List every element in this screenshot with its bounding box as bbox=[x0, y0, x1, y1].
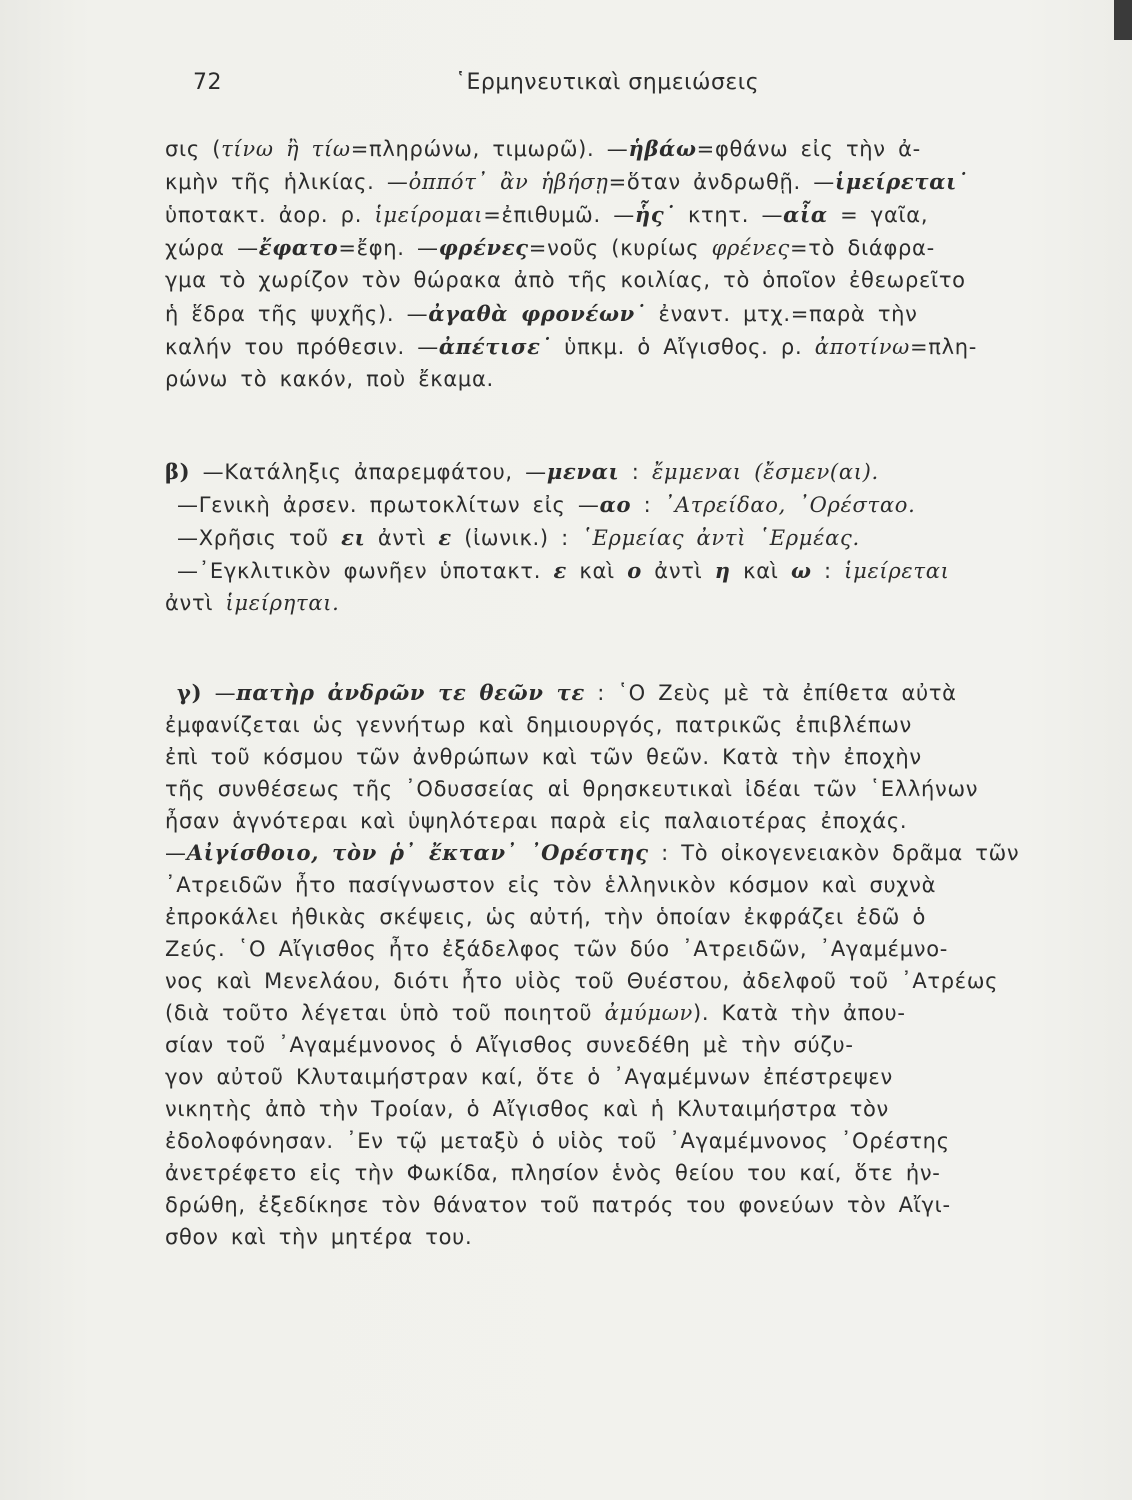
text-run: σίαν τοῦ ᾽Αγαμέμνονος ὁ Αἴγισθος συνεδέθη μὲ τὴν σύζυ- bbox=[165, 1033, 854, 1057]
text-run: —Κατάληξις ἀπαρεμφάτου, — bbox=[190, 460, 547, 484]
notes-section-beta bbox=[165, 455, 1090, 620]
text-run: ὑποτακτ. ἀορ. ρ. bbox=[165, 203, 375, 227]
text-line bbox=[165, 869, 1090, 901]
text-run: καὶ bbox=[567, 559, 628, 583]
text-run: Ζεύς. ῾Ο Αἴγισθος ἦτο ἐξάδελφος τῶν δύο ᾽Ατρειδῶν, ᾽Αγαμέμνο- bbox=[165, 937, 949, 961]
text-run: καὶ bbox=[730, 559, 791, 583]
text-line bbox=[165, 1157, 1090, 1189]
text-line bbox=[165, 198, 1090, 231]
term-run: ἱμείρηται. bbox=[225, 591, 340, 615]
text-line bbox=[165, 264, 1090, 297]
text-run: : bbox=[811, 559, 845, 583]
term-run: ἔφατο bbox=[258, 235, 339, 260]
text-run: ἐμφανίζεται ὡς γεννήτωρ καὶ δημιουργός, πατρικῶς ἐπιβλέπων bbox=[165, 713, 912, 737]
text-line bbox=[165, 363, 1090, 396]
text-line bbox=[165, 165, 1090, 198]
text-run: νος καὶ Μενελάου, διότι ἦτο υἱὸς τοῦ Θυέστου, ἀδελφοῦ τοῦ ᾽Ατρέως bbox=[165, 969, 999, 993]
text-line bbox=[165, 330, 1090, 363]
text-line bbox=[165, 1125, 1090, 1157]
term-run: ἔμμεναι (ἔσμεν(αι). bbox=[651, 460, 879, 484]
text-run: σις ( bbox=[165, 137, 222, 161]
text-run: δρώθη, ἐξεδίκησε τὸν θάνατον τοῦ πατρός του φονεύων τὸν Αἴγι- bbox=[165, 1193, 951, 1217]
text-run: : bbox=[619, 460, 652, 484]
text-line bbox=[165, 297, 1090, 330]
text-line bbox=[165, 997, 1090, 1029]
text-run: ἐπροκάλει ἠθικὰς σκέψεις, ὡς αὐτή, τὴν ὁποίαν ἐκφράζει ἐδῶ ὁ bbox=[165, 905, 927, 929]
text-run: ἡ ἕδρα τῆς ψυχῆς). — bbox=[165, 302, 429, 326]
text-line bbox=[165, 554, 1090, 587]
term-run: ἀπέτισε˙ bbox=[438, 334, 552, 359]
text-run: ἐναντ. μτχ.=παρὰ τὴν bbox=[646, 302, 918, 326]
term-run: ἧς˙ bbox=[634, 202, 676, 227]
text-run: =τὸ διάφρα- bbox=[789, 236, 935, 260]
term-run: ἡβάω bbox=[628, 136, 697, 161]
text-run: γον αὐτοῦ Κλυταιμήστραν καί, ὅτε ὁ ᾽Αγαμέμνων ἐπέστρεψεν bbox=[165, 1065, 893, 1089]
text-line bbox=[165, 1061, 1090, 1093]
text-run: γμα τὸ χωρίζον τὸν θώρακα ἀπὸ τῆς κοιλίας, τὸ ὁποῖον ἐθεωρεῖτο bbox=[165, 268, 966, 292]
text-run: =φθάνω εἰς τὴν ἀ- bbox=[696, 137, 921, 161]
term-run: ἱμείρομαι bbox=[374, 203, 484, 227]
text-run: =ἔφη. — bbox=[338, 236, 439, 260]
term-run: αἶα bbox=[783, 202, 828, 227]
notes-section-alpha bbox=[165, 132, 1090, 396]
text-run: τῆς συνθέσεως τῆς ᾽Οδυσσείας αἱ θρησκευτικαὶ ἰδέαι τῶν ῾Ελλήνων bbox=[165, 777, 979, 801]
text-line bbox=[165, 455, 1090, 488]
text-run: ἀντὶ bbox=[165, 591, 226, 615]
text-run: καλήν του πρόθεσιν. — bbox=[165, 335, 439, 359]
text-run: =πληρώνω, τιμωρῶ). — bbox=[350, 137, 629, 161]
term-run: ἱμείρεται˙ bbox=[834, 169, 969, 194]
text-run: ἀντὶ bbox=[365, 526, 439, 550]
term-run: ἱμείρεται bbox=[844, 559, 950, 583]
text-run: ). Κατὰ τὴν ἀπου- bbox=[693, 1001, 906, 1025]
text-line bbox=[165, 837, 1090, 869]
term-run: Αἰγίσθοιο, τὸν ῥ᾽ ἔκταν᾽ ᾽Ορέστης bbox=[186, 840, 649, 865]
text-run: ρώνω τὸ κακόν, ποὺ ἔκαμα. bbox=[165, 367, 494, 391]
term-run: μεναι bbox=[546, 459, 620, 484]
term-run: πατὴρ ἀνδρῶν τε θεῶν τε bbox=[236, 680, 585, 705]
text-run: ἐπὶ τοῦ κόσμου τῶν ἀνθρώπων καὶ τῶν θεῶν. Κατὰ τὴν ἐποχὴν bbox=[165, 745, 922, 769]
text-line bbox=[165, 1029, 1090, 1061]
term-run: ε bbox=[553, 558, 567, 583]
text-run: =ὅταν ἀνδρωθῇ. — bbox=[608, 170, 835, 194]
text-run: : Τὸ οἰκογενειακὸν δρᾶμα τῶν bbox=[648, 841, 1020, 865]
text-line bbox=[165, 677, 1090, 709]
term-run: η bbox=[714, 558, 731, 583]
text-run: — bbox=[202, 681, 237, 705]
text-line bbox=[165, 488, 1090, 521]
page-number: 72 bbox=[193, 70, 222, 95]
text-line bbox=[165, 933, 1090, 965]
term-run: ἀγαθὰ φρονέων˙ bbox=[428, 301, 647, 326]
text-run: ἀντὶ bbox=[641, 559, 715, 583]
term-run: ῾Ερμείας ἀντὶ ῾Ερμέας. bbox=[581, 526, 860, 550]
text-run: σθον καὶ τὴν μητέρα του. bbox=[165, 1225, 473, 1249]
text-run: =πλη- bbox=[910, 335, 978, 359]
section-label: γ) bbox=[177, 680, 203, 705]
text-run: ἦσαν ἁγνότεραι καὶ ὑψηλότεραι παρὰ εἰς παλαιοτέρας ἐποχάς. bbox=[165, 809, 908, 833]
text-run: — bbox=[165, 841, 187, 865]
text-line bbox=[165, 741, 1090, 773]
term-run: αο bbox=[599, 492, 632, 517]
text-run: ἀνετρέφετο εἰς τὴν Φωκίδα, πλησίον ἑνὸς θείου του καί, ὅτε ἠν- bbox=[165, 1161, 941, 1185]
text-line bbox=[165, 709, 1090, 741]
text-run: —᾽Εγκλιτικὸν φωνῆεν ὑποτακτ. bbox=[177, 559, 554, 583]
text-line bbox=[165, 1189, 1090, 1221]
text-line bbox=[165, 231, 1090, 264]
running-title: ῾Ερμηνευτικαὶ σημειώσεις bbox=[455, 70, 760, 95]
text-run: κτητ. — bbox=[675, 203, 784, 227]
text-run: =ἐπιθυμῶ. — bbox=[483, 203, 635, 227]
term-run: ἀμύμων bbox=[604, 1001, 694, 1025]
text-run: ᾽Ατρειδῶν ἦτο πασίγνωστον εἰς τὸν ἑλληνικὸν κόσμον καὶ συχνὰ bbox=[165, 873, 937, 897]
text-run: ἐδολοφόνησαν. ᾽Εν τῷ μεταξὺ ὁ υἱὸς τοῦ ᾽Αγαμέμνονος ᾽Ορέστης bbox=[165, 1129, 950, 1153]
text-run: νικητὴς ἀπὸ τὴν Τροίαν, ὁ Αἴγισθος καὶ ἡ Κλυταιμήστρα τὸν bbox=[165, 1097, 889, 1121]
text-run: —Γενικὴ ἀρσεν. πρωτοκλίτων εἰς — bbox=[177, 493, 600, 517]
text-run: : bbox=[631, 493, 664, 517]
text-run: = γαῖα, bbox=[827, 203, 929, 227]
text-line bbox=[165, 1221, 1090, 1253]
term-run: ἀποτίνω bbox=[814, 335, 910, 359]
text-line bbox=[165, 773, 1090, 805]
text-run: ὑπκμ. ὁ Αἴγισθος. ρ. bbox=[551, 335, 815, 359]
term-run: ὀππότ᾽ ἂν ἡβήσῃ bbox=[408, 170, 609, 194]
text-line bbox=[165, 901, 1090, 933]
term-run: ει bbox=[341, 525, 366, 550]
text-line bbox=[165, 587, 1090, 620]
term-run: φρένες bbox=[711, 236, 790, 260]
text-run: —Χρῆσις τοῦ bbox=[177, 526, 342, 550]
text-run: : ῾Ο Ζεὺς μὲ τὰ ἐπίθετα αὐτὰ bbox=[584, 681, 957, 705]
term-run: τίνω ἢ τίω bbox=[221, 137, 351, 161]
text-line bbox=[165, 1093, 1090, 1125]
text-line bbox=[165, 521, 1090, 554]
text-run: χώρα — bbox=[165, 236, 259, 260]
text-run: κμὴν τῆς ἡλικίας. — bbox=[165, 170, 409, 194]
text-line bbox=[165, 805, 1090, 837]
scan-corner-shadow bbox=[1114, 0, 1132, 40]
text-run: =νοῦς (κυρίως bbox=[528, 236, 712, 260]
text-run: (διὰ τοῦτο λέγεται ὑπὸ τοῦ ποιητοῦ bbox=[165, 1001, 605, 1025]
text-line bbox=[165, 132, 1090, 165]
term-run: ο bbox=[627, 558, 642, 583]
term-run: ᾽Ατρείδαο, ᾽Ορέσταο. bbox=[663, 493, 916, 517]
text-run: (ἰωνικ.) : bbox=[451, 526, 582, 550]
notes-section-gamma bbox=[165, 677, 1090, 1253]
term-run: ω bbox=[790, 558, 812, 583]
term-run: ε bbox=[438, 525, 452, 550]
section-label: β) bbox=[165, 459, 191, 484]
term-run: φρένες bbox=[438, 235, 529, 260]
text-line bbox=[165, 965, 1090, 997]
